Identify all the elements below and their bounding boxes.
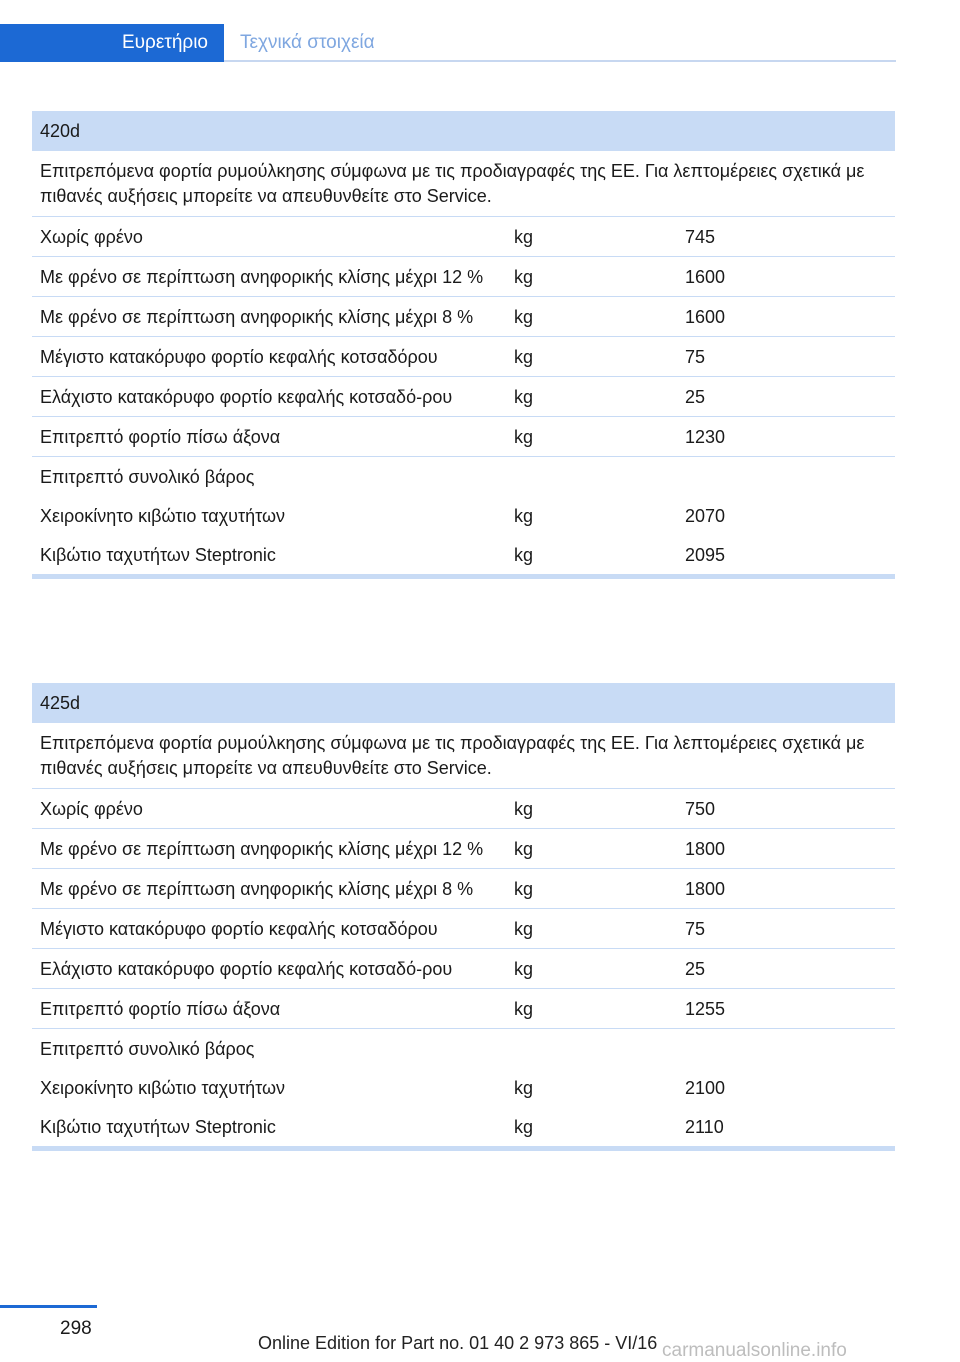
row-unit: kg	[514, 799, 534, 819]
row-unit: kg	[514, 506, 534, 526]
header-divider	[224, 60, 896, 62]
header-tabs	[0, 0, 960, 62]
table-row	[32, 217, 895, 257]
row-value: 745	[685, 227, 716, 247]
row-label: Επιτρεπτό φορτίο πίσω άξονα	[40, 999, 281, 1019]
row-label: Ελάχιστο κατακόρυφο φορτίο κεφαλής κοτσαδό-ρου	[40, 387, 453, 407]
table-row	[32, 829, 895, 869]
table-row	[32, 297, 895, 337]
row-value: 1230	[685, 427, 726, 447]
table-row	[32, 1068, 895, 1107]
table-row	[32, 949, 895, 989]
table-row	[32, 457, 895, 496]
row-value: 2110	[685, 1117, 724, 1137]
row-value: 750	[685, 799, 716, 819]
row-unit: kg	[514, 267, 534, 287]
table-row	[32, 869, 895, 909]
row-unit: kg	[514, 227, 534, 247]
row-unit: kg	[514, 307, 534, 327]
row-label: Με φρένο σε περίπτωση ανηφορικής κλίσης μέχρι 12 %	[40, 267, 484, 287]
row-unit: kg	[514, 347, 534, 367]
table-row	[32, 909, 895, 949]
row-value: 75	[685, 347, 706, 367]
table-row	[32, 257, 895, 297]
row-label: Μέγιστο κατακόρυφο φορτίο κεφαλής κοτσαδόρου	[40, 347, 438, 367]
row-label: Χειροκίνητο κιβώτιο ταχυτήτων	[40, 506, 286, 526]
table-row	[32, 535, 895, 574]
row-label: Με φρένο σε περίπτωση ανηφορικής κλίσης μέχρι 12 %	[40, 839, 484, 859]
table-bottom-rule	[32, 1146, 895, 1151]
spec-table-420d	[32, 111, 895, 579]
table-note: Επιτρεπόμενα φορτία ρυμούλκησης σύμφωνα με τις προδιαγραφές της ΕΕ. Για λεπτομέρειες σχετικά με πιθανές αυξήσεις μπορείτε να απευθυνθείτε στο Service.	[32, 151, 895, 217]
table-row	[32, 377, 895, 417]
row-value: 2070	[685, 506, 726, 526]
row-unit: kg	[514, 1117, 534, 1137]
table-title: 420d	[32, 111, 895, 151]
table-row	[32, 1029, 895, 1068]
row-value: 1800	[685, 879, 726, 899]
row-label: Χειροκίνητο κιβώτιο ταχυτήτων	[40, 1078, 286, 1098]
row-label: Με φρένο σε περίπτωση ανηφορικής κλίσης μέχρι 8 %	[40, 879, 474, 899]
row-label: Κιβώτιο ταχυτήτων Steptronic	[40, 1117, 276, 1137]
row-value: 25	[685, 387, 706, 407]
row-value: 1600	[685, 267, 726, 287]
tab-technical-data[interactable]: Τεχνικά στοιχεία	[240, 32, 375, 53]
table-row	[32, 789, 895, 829]
row-label: Μέγιστο κατακόρυφο φορτίο κεφαλής κοτσαδόρου	[40, 919, 438, 939]
table-row	[32, 337, 895, 377]
footer-accent-line	[0, 1305, 97, 1308]
row-label: Χωρίς φρένο	[40, 227, 143, 247]
watermark: carmanualsonline.info	[662, 1340, 847, 1361]
table-note: Επιτρεπόμενα φορτία ρυμούλκησης σύμφωνα με τις προδιαγραφές της ΕΕ. Για λεπτομέρειες σχετικά με πιθανές αυξήσεις μπορείτε να απευθυνθείτε στο Service.	[32, 723, 895, 789]
row-unit: kg	[514, 879, 534, 899]
row-unit: kg	[514, 839, 534, 859]
row-unit: kg	[514, 959, 534, 979]
row-unit: kg	[514, 387, 534, 407]
row-label: Κιβώτιο ταχυτήτων Steptronic	[40, 545, 276, 565]
row-label: Χωρίς φρένο	[40, 799, 143, 819]
row-value: 1255	[685, 999, 726, 1019]
row-value: 1800	[685, 839, 726, 859]
table-row	[32, 989, 895, 1029]
row-unit: kg	[514, 427, 534, 447]
row-unit	[508, 1029, 679, 1068]
row-value: 2100	[685, 1078, 726, 1098]
row-value: 1600	[685, 307, 726, 327]
row-unit: kg	[514, 545, 534, 565]
row-value: 25	[685, 959, 706, 979]
table-row	[32, 1107, 895, 1146]
table-row	[32, 496, 895, 535]
table-title: 425d	[32, 683, 895, 723]
tab-index[interactable]: Ευρετήριο	[0, 24, 224, 62]
row-value	[679, 1029, 895, 1068]
edition-text: Online Edition for Part no. 01 40 2 973 865 - VI/16	[258, 1333, 658, 1353]
table-row	[32, 417, 895, 457]
row-label: Επιτρεπτό συνολικό βάρος	[40, 1039, 255, 1059]
row-unit: kg	[514, 919, 534, 939]
row-label: Ελάχιστο κατακόρυφο φορτίο κεφαλής κοτσαδό-ρου	[40, 959, 453, 979]
row-label: Επιτρεπτό φορτίο πίσω άξονα	[40, 427, 281, 447]
row-unit: kg	[514, 1078, 534, 1098]
spec-table-425d	[32, 683, 895, 1151]
row-value: 75	[685, 919, 706, 939]
row-label: Με φρένο σε περίπτωση ανηφορικής κλίσης μέχρι 8 %	[40, 307, 474, 327]
row-label: Επιτρεπτό συνολικό βάρος	[40, 467, 255, 487]
table-bottom-rule	[32, 574, 895, 579]
row-value	[679, 457, 895, 496]
row-unit	[508, 457, 679, 496]
page-number: 298	[60, 1318, 92, 1339]
row-value: 2095	[685, 545, 726, 565]
row-unit: kg	[514, 999, 534, 1019]
